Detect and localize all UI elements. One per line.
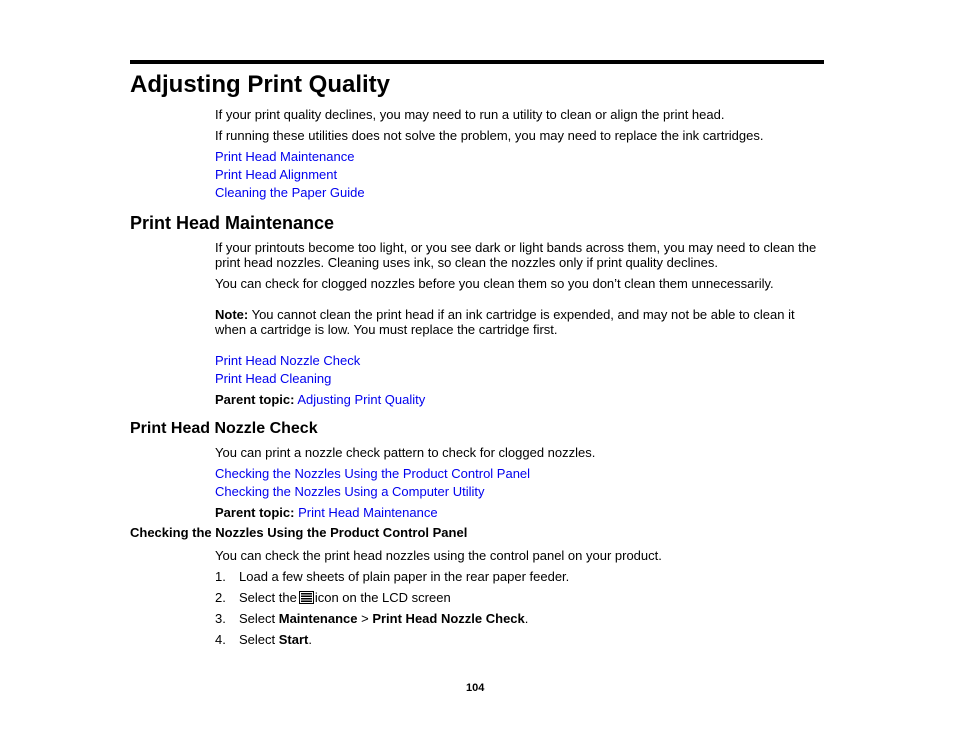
intro-paragraph-1: If your print quality declines, you may need to run a utility to clean or align the print head. [215,107,725,122]
step-4-end: . [308,632,312,647]
link-cleaning-paper-guide[interactable]: Cleaning the Paper Guide [215,185,365,200]
note-label: Note: [215,307,249,322]
step-3-maintenance: Maintenance [278,611,358,626]
link-print-head-alignment[interactable]: Print Head Alignment [215,167,338,182]
step-2-before: Select the [239,590,297,605]
step-3-mid: > [357,611,373,626]
link-nozzle-check[interactable]: Print Head Nozzle Check [215,353,361,368]
step-text-2 [239,590,451,605]
note-line-2: when a cartridge is low. You must replace the cartridge first. [215,322,558,337]
parent-topic-link-maintenance[interactable]: Print Head Maintenance [298,505,438,520]
step-3-end: . [524,611,529,626]
maintenance-paragraph-line-1: If your printouts become too light, or you see dark or light bands across them, you may need to clean the [215,240,817,255]
control-panel-paragraph: You can check the print head nozzles using the control panel on your product. [215,548,662,563]
parent-topic-maintenance [215,392,425,407]
step-number-3: 3. [215,611,226,626]
parent-topic-link-adjusting[interactable]: Adjusting Print Quality [297,392,426,407]
step-4-pre: Select [239,632,279,647]
step-text-3 [239,611,528,626]
note-line-1 [215,307,795,322]
page-title: Adjusting Print Quality [130,71,391,98]
section-heading-nozzle-check: Print Head Nozzle Check [130,420,318,437]
link-nozzles-control-panel[interactable]: Checking the Nozzles Using the Product Control Panel [215,466,531,481]
step-number-2: 2. [215,590,226,605]
step-text-1: Load a few sheets of plain paper in the rear paper feeder. [239,569,570,584]
parent-topic-label: Parent topic: [215,392,295,407]
maintenance-paragraph-line-2: print head nozzles. Cleaning uses ink, so clean the nozzles only if print quality declines. [215,255,718,270]
section-heading-control-panel: Checking the Nozzles Using the Product Control Panel [130,525,468,540]
parent-topic-label: Parent topic: [215,505,295,520]
link-print-head-maintenance[interactable]: Print Head Maintenance [215,149,355,164]
note-text-1: You cannot clean the print head if an ink cartridge is expended, and may not be able to clean it [248,307,795,322]
parent-topic-nozzle-check [215,505,438,520]
maintenance-paragraph-2: You can check for clogged nozzles before you clean them so you don’t clean them unnecessarily. [215,276,774,291]
maintenance-icon [299,591,314,604]
intro-paragraph-2: If running these utilities does not solve the problem, you may need to replace the ink cartridges. [215,128,764,143]
link-print-head-cleaning[interactable]: Print Head Cleaning [215,371,332,386]
step-number-4: 4. [215,632,226,647]
step-2-after: icon on the LCD screen [314,590,451,605]
step-text-4 [239,632,312,647]
step-number-1: 1. [215,569,226,584]
page-number: 104 [466,682,485,694]
section-heading-maintenance: Print Head Maintenance [130,213,335,233]
step-4-start: Start [278,632,309,647]
step-3-nozzle-check: Print Head Nozzle Check [372,611,525,626]
step-3-pre: Select [239,611,279,626]
title-rule [130,60,824,64]
nozzle-check-paragraph: You can print a nozzle check pattern to check for clogged nozzles. [215,445,596,460]
link-nozzles-computer-utility[interactable]: Checking the Nozzles Using a Computer Utility [215,484,485,499]
